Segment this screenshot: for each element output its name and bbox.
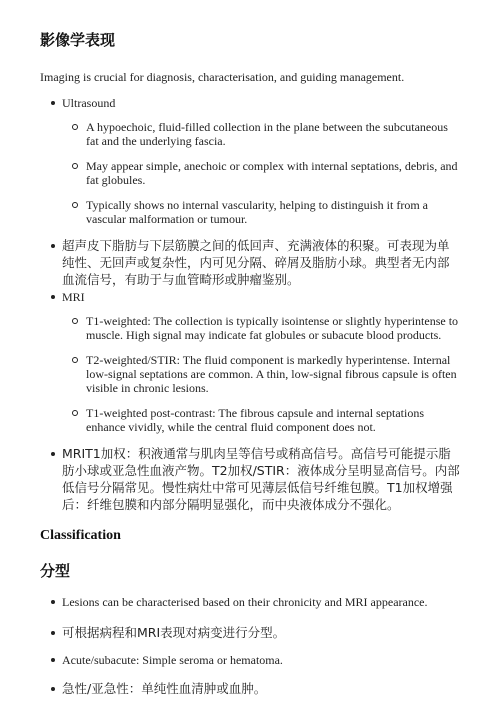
mri-subitem: T1-weighted: The collection is typically isointense or slightly hyperintense to muscle. High signal may indicate fat globules or subacute blood products. bbox=[62, 314, 460, 342]
classification-item: Lesions can be characterised based on their chronicity and MRI appearance. bbox=[40, 595, 460, 610]
ultrasound-subitem: A hypoechoic, fluid-filled collection in the plane between the subcutaneous fat and the underlying fascia. bbox=[62, 120, 460, 148]
classification-heading: Classification bbox=[40, 528, 121, 543]
classification-item: 可根据病程和MRI表现对病变进行分型。 bbox=[40, 624, 460, 641]
list-item-ultrasound-zh: 超声皮下脂肪与下层筋膜之间的低回声、充满液体的积聚。可表现为单纯性、无回声或复杂性，内可见分隔、碎屑及脂肪小球。典型者无内部血流信号，有助于与血管畸形或肿瘤鉴别。 bbox=[40, 237, 460, 288]
classification-item: 急性/亚急性：单纯性血清肿或血肿。 bbox=[40, 680, 460, 697]
mri-subitem: T1-weighted post-contrast: The fibrous capsule and internal septations enhance vividly, while the central fluid component does not. bbox=[62, 406, 460, 434]
list-item-ultrasound bbox=[40, 96, 460, 226]
ultrasound-label: Ultrasound bbox=[62, 96, 116, 110]
imaging-intro: Imaging is crucial for diagnosis, characterisation, and guiding management. bbox=[40, 70, 405, 84]
mri-sublist bbox=[62, 314, 460, 434]
classification-heading-zh: 分型 bbox=[40, 562, 71, 580]
ultrasound-subitem: Typically shows no internal vascularity, helping to distinguish it from a vascular malformation or tumour. bbox=[62, 198, 460, 226]
mri-subitem: T2-weighted/STIR: The fluid component is markedly hyperintense. Internal low-signal septations are common. A thin, low-signal fibrous capsule is often visible in chronic lesions. bbox=[62, 353, 460, 395]
mri-label: MRI bbox=[62, 290, 85, 304]
ultrasound-sublist bbox=[62, 120, 460, 226]
ultrasound-subitem: May appear simple, anechoic or complex with internal septations, debris, and fat globules. bbox=[62, 159, 460, 187]
imaging-list bbox=[40, 96, 460, 513]
classification-item: Acute/subacute: Simple seroma or hematoma. bbox=[40, 653, 460, 668]
classification-list bbox=[40, 595, 460, 697]
list-item-mri-zh: MRIT1加权：积液通常与肌肉呈等信号或稍高信号。高信号可能提示脂肪小球或亚急性血液产物。T2加权/STIR：液体成分呈明显高信号。内部低信号分隔常见。慢性病灶中常可见薄层低信号纤维包膜。T1加权增强后：纤维包膜和内部分隔明显强化，而中央液体成分不强化。 bbox=[40, 445, 460, 513]
imaging-heading: 影像学表现 bbox=[40, 31, 116, 49]
list-item-mri bbox=[40, 290, 460, 434]
